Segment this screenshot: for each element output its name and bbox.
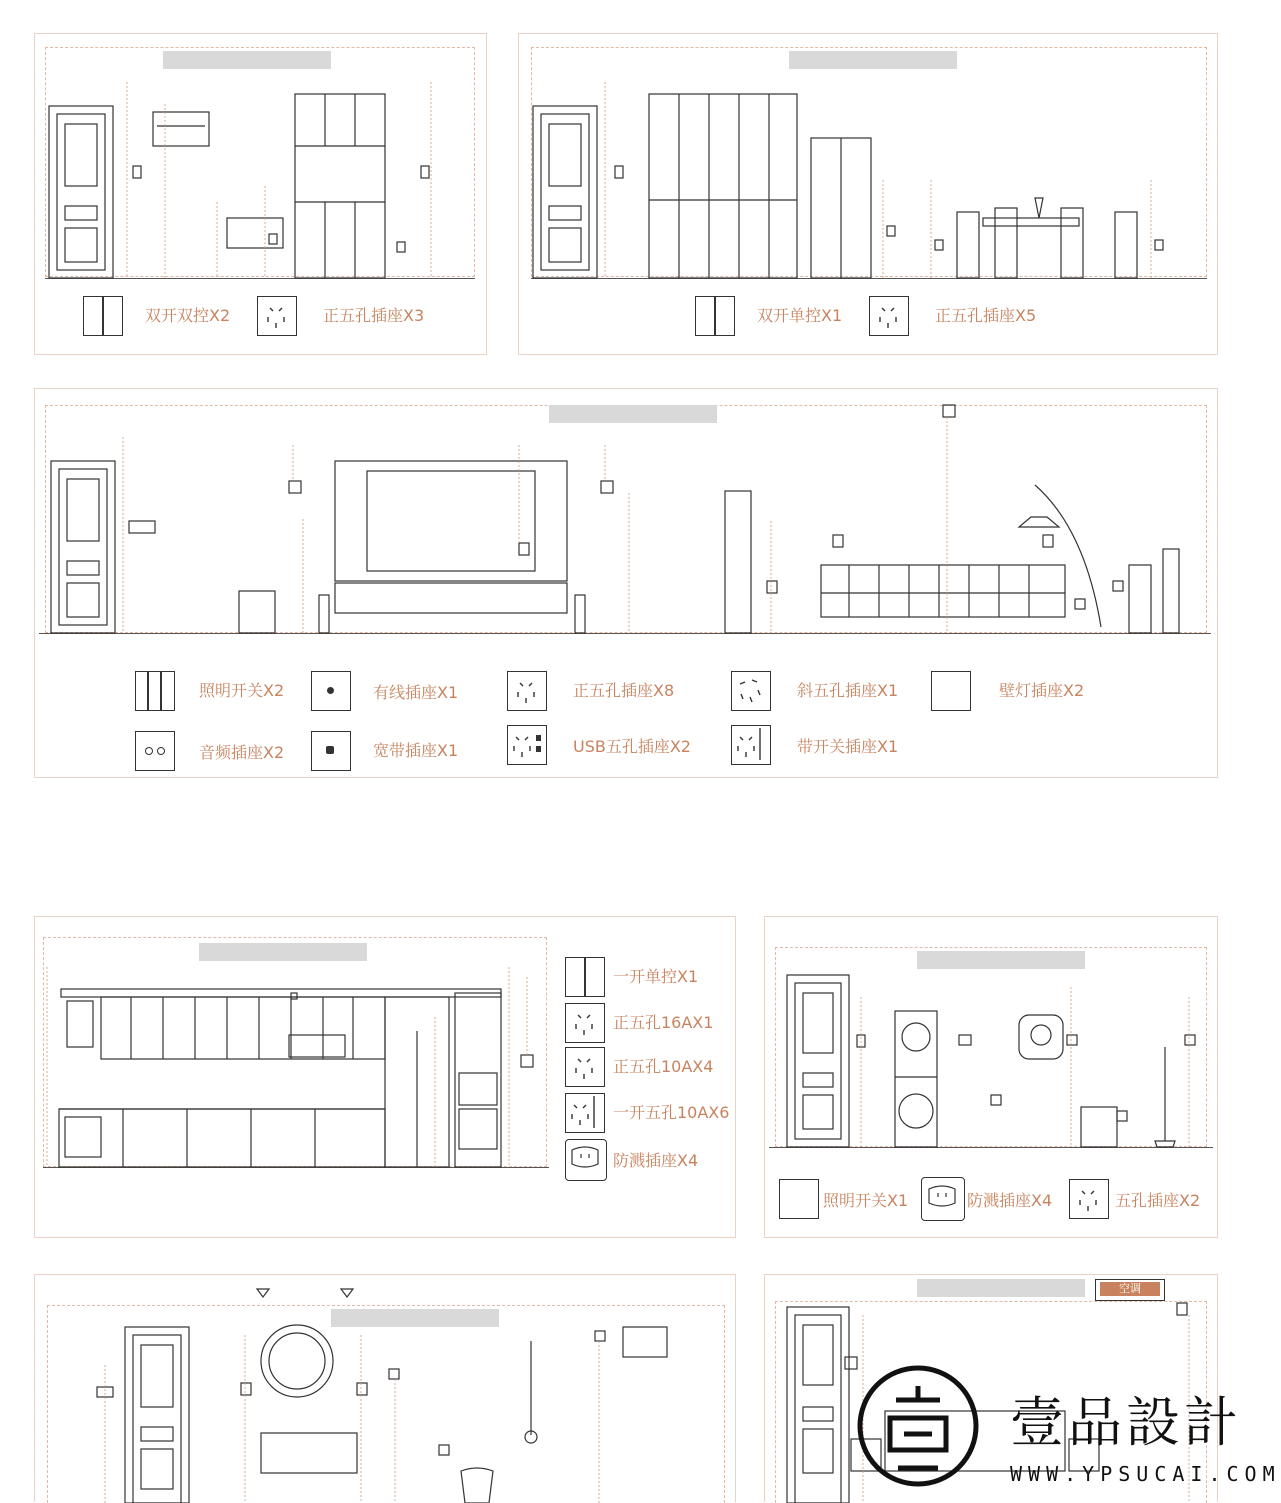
balcony-drawing [765,917,1219,1153]
legend-label: 壁灯插座X2 [999,681,1085,700]
five-hole-socket-icon [257,296,297,336]
legend-label: 防溅插座X4 [613,1151,699,1170]
splashproof-socket-icon [921,1177,965,1221]
legend-label: 带开关插座X1 [797,737,899,756]
legend-label: 照明开关X1 [823,1191,909,1210]
single-switch-icon [779,1179,819,1219]
balcony-elevation-panel [764,916,1218,1238]
ac-label: 空调 [1100,1282,1160,1296]
triple-switch-icon [135,671,175,711]
legend-label: 一开五孔10AX6 [613,1103,730,1122]
entry-elevation-panel [34,33,487,355]
usb-five-hole-socket-icon [507,725,547,765]
legend-label: 有线插座X1 [373,683,459,702]
audio-socket-icon [135,731,175,771]
double-switch-icon [695,296,735,336]
single-switch-icon [565,957,605,997]
double-switch-icon [83,296,123,336]
broadband-socket-icon [311,731,351,771]
legend-label-switch: 双开双控X2 [145,306,231,325]
five-hole-socket-icon [565,1047,605,1087]
bathroom-drawing [35,1275,737,1503]
watermark-url: WWW.YPSUCAI.COM [1010,1462,1281,1486]
legend-label: 一开单控X1 [613,967,699,986]
splashproof-socket-icon [565,1139,607,1181]
kitchen-elevation-panel [34,916,736,1238]
watermark-brand: 壹品設計 [1010,1391,1242,1454]
legend-label: 正五孔10AX4 [613,1057,714,1076]
living-room-drawing [35,389,1219,639]
legend-label: 斜五孔插座X1 [797,681,899,700]
legend-label: 防溅插座X4 [967,1191,1053,1210]
switched-socket-icon [731,725,771,765]
bathroom-elevation-panel [34,1274,736,1502]
entry-drawing [35,34,488,284]
switched-socket-icon [565,1093,605,1133]
legend-label: USB五孔插座X2 [573,737,691,756]
cable-tv-socket-icon [311,671,351,711]
five-hole-socket-icon [507,671,547,711]
slanted-five-hole-socket-icon [731,671,771,711]
legend-label-socket: 正五孔插座X3 [323,306,425,325]
dining-elevation-panel [518,33,1218,355]
kitchen-drawing [35,917,555,1177]
legend-label: 正五孔插座X8 [573,681,675,700]
legend-label: 宽带插座X1 [373,741,459,760]
five-hole-socket-icon [1069,1179,1109,1219]
dining-drawing [519,34,1219,284]
legend-label: 五孔插座X2 [1115,1191,1201,1210]
legend-label: 音频插座X2 [199,743,285,762]
legend-label-socket: 正五孔插座X5 [935,306,1037,325]
legend-label: 正五孔16AX1 [613,1013,714,1032]
wall-lamp-socket-icon [931,671,971,711]
living-room-elevation-panel [34,388,1218,778]
legend-label-switch: 双开单控X1 [757,306,843,325]
five-hole-socket-icon [869,296,909,336]
legend-label: 照明开关X2 [199,681,285,700]
five-hole-socket-icon [565,1003,605,1043]
